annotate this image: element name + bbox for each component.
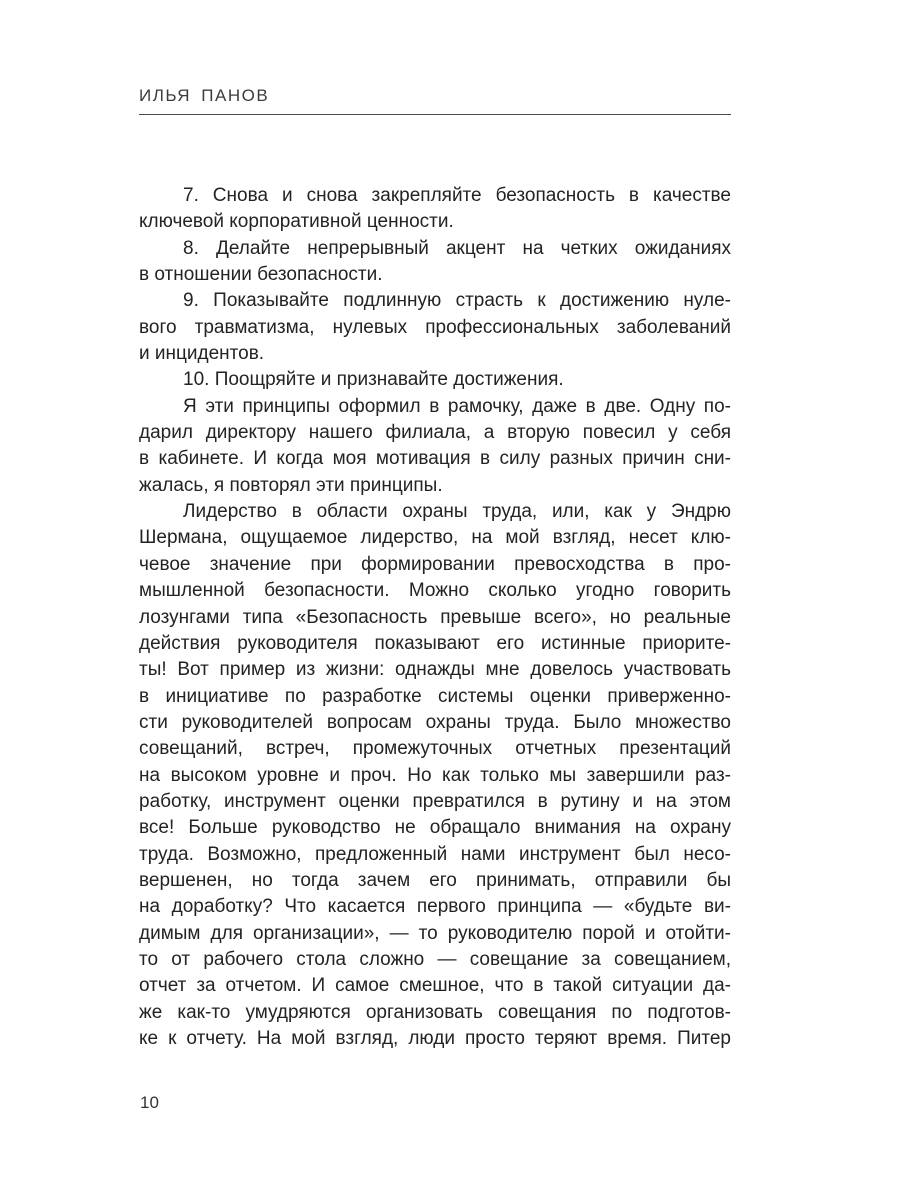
text-line: действия руководителя показывают его истинные приорите- xyxy=(139,632,731,654)
text-line: на доработку? Что касается первого принципа — «будьте ви- xyxy=(139,896,731,918)
text-line: лозунгами типа «Безопасность превыше всего», но реальные xyxy=(139,606,731,628)
text-line: то от рабочего стола сложно — совещание за совещанием, xyxy=(139,948,731,970)
text-line: Лидерство в области охраны труда, или, как у Эндрю xyxy=(183,501,731,523)
text-line: дарил директору нашего филиала, а вторую повесил у себя xyxy=(139,422,731,444)
text-line: отчет за отчетом. И самое смешное, что в такой ситуации да- xyxy=(139,975,731,997)
text-line: и инцидентов. xyxy=(139,343,265,365)
text-line: 10. Поощряйте и признавайте достижения. xyxy=(183,369,564,391)
text-line: в кабинете. И когда моя мотивация в силу разных причин сни- xyxy=(139,448,731,470)
text-line: сти руководителей вопросам охраны труда. Было множество xyxy=(139,711,731,733)
text-line: ключевой корпоративной ценности. xyxy=(139,211,454,233)
page-number: 10 xyxy=(140,1093,159,1112)
text-line: все! Больше руководство не обращало внимания на охрану xyxy=(139,817,731,839)
text-line: в отношении безопасности. xyxy=(139,264,383,286)
text-line: мышленной безопасности. Можно сколько угодно говорить xyxy=(139,580,731,602)
text-line: Я эти принципы оформил в рамочку, даже в две. Одну по- xyxy=(183,395,731,417)
text-line: ке к отчету. На мой взгляд, люди просто теряют время. Питер xyxy=(139,1028,731,1049)
text-line: Шермана, ощущаемое лидерство, на мой взгляд, несет клю- xyxy=(139,527,731,549)
text-line: димым для организации», — то руководителю порой и отойти- xyxy=(139,922,731,944)
text-line: 8. Делайте непрерывный акцент на четких ожиданиях xyxy=(183,237,731,259)
text-line: работку, инструмент оценки превратился в рутину и на этом xyxy=(139,790,731,812)
text-line: в инициативе по разработке системы оценки приверженно- xyxy=(139,685,731,707)
text-line: вершенен, но тогда зачем его принимать, отправили бы xyxy=(139,869,731,891)
text-line: труда. Возможно, предложенный нами инструмент был несо- xyxy=(139,843,731,865)
text-line: на высоком уровне и проч. Но как только мы завершили раз- xyxy=(139,764,731,786)
text-line: 9. Показывайте подлинную страсть к достижению нуле- xyxy=(183,290,731,312)
text-line: вого травматизма, нулевых профессиональных заболеваний xyxy=(139,316,731,338)
text-line: 7. Снова и снова закрепляйте безопасность в качестве xyxy=(183,185,731,206)
body-text xyxy=(139,183,731,1052)
author-name: ИЛЬЯ ПАНОВ xyxy=(139,86,270,105)
running-head xyxy=(139,86,731,115)
text-line: совещаний, встреч, промежуточных отчетных презентаций xyxy=(139,738,731,760)
text-line: жалась, я повторял эти принципы. xyxy=(139,474,443,496)
text-line: же как-то умудряются организовать совещания по подготов- xyxy=(139,1001,731,1023)
text-line: ты! Вот пример из жизни: однажды мне довелось участвовать xyxy=(139,659,731,681)
text-line: чевое значение при формировании превосходства в про- xyxy=(139,553,731,575)
